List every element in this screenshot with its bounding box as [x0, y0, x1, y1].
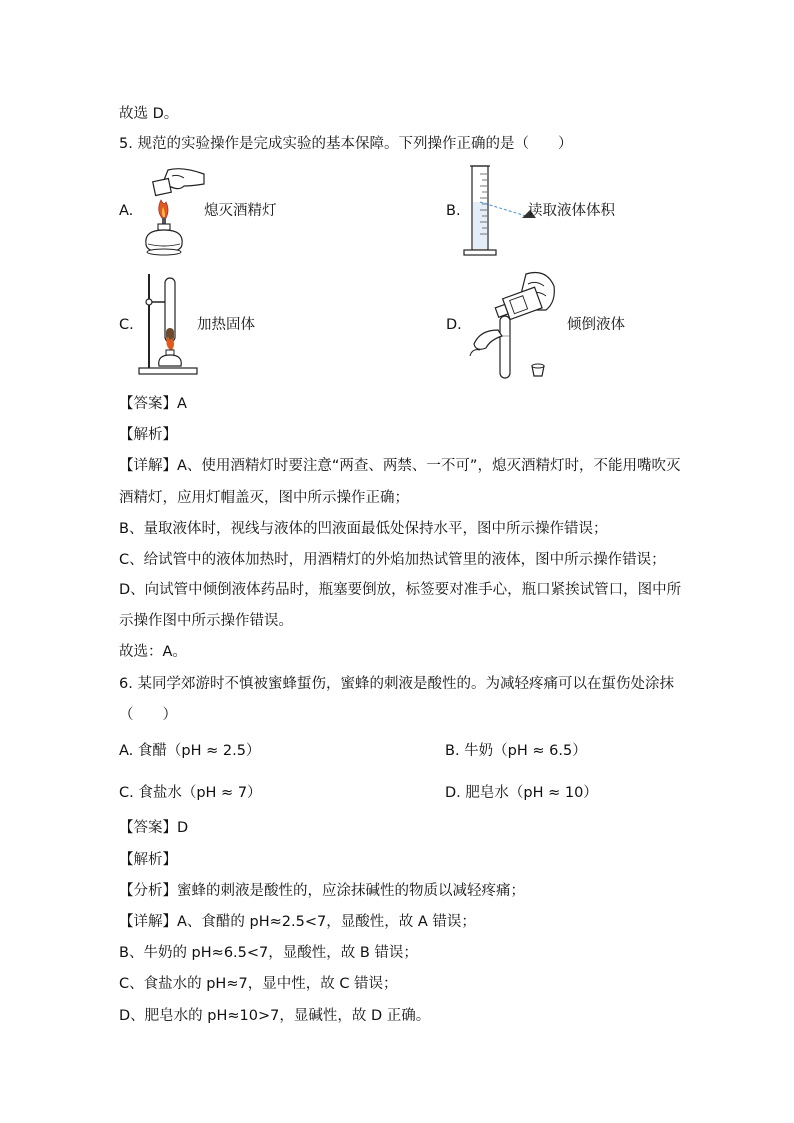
q6-answer: 【答案】D: [119, 820, 189, 836]
q6-option-a: A. 食醋（pH ≈ 2.5）: [119, 743, 261, 759]
q5-detail-line-2: 酒精灯，应用灯帽盖灭，图中所示操作正确；: [119, 490, 409, 506]
q6-detail-line-2: B、牛奶的 pH≈6.5<7，显酸性，故 B 错误；: [119, 945, 418, 961]
q5-option-d-caption: 倾倒液体: [567, 317, 625, 333]
q6-analysis-note: 【分析】蜜蜂的刺液是酸性的，应涂抹碱性的物质以减轻疼痛；: [119, 883, 525, 899]
q5-stem: 5. 规范的实验操作是完成实验的基本保障。下列操作正确的是（ ）: [119, 136, 573, 152]
q5-answer: 【答案】A: [119, 396, 187, 412]
q6-stem-line-2: （ ）: [119, 707, 177, 723]
q5-figure-c-heating-setup: [137, 272, 201, 378]
q5-detail-line-5: D、向试管中倾倒液体药品时，瓶塞要倒放，标签要对准手心，瓶口紧挨试管口，图中所: [119, 582, 682, 598]
previous-answer: 故选 D。: [119, 106, 179, 122]
q6-stem-line-1: 6. 某同学郊游时不慎被蜜蜂蜇伤，蜜蜂的刺液是酸性的。为减轻疼痛可以在蜇伤处涂抹: [119, 676, 674, 692]
q6-detail-line-3: C、食盐水的 pH≈7，显中性，故 C 错误；: [119, 976, 398, 992]
q5-option-c-letter: C.: [119, 317, 134, 333]
q5-option-a-caption: 熄灭酒精灯: [204, 203, 277, 219]
q5-detail-line-3: B、量取液体时，视线与液体的凹液面最低处保持水平，图中所示操作错误；: [119, 521, 608, 537]
q5-detail-line-1: 【详解】A、使用酒精灯时要注意“两查、两禁、一不可”，熄灭酒精灯时，不能用嘴吹灭: [119, 458, 681, 474]
q5-analysis-title: 【解析】: [119, 427, 177, 443]
q6-option-c: C. 食盐水（pH ≈ 7）: [119, 785, 262, 801]
q5-detail-line-6: 示操作图中所示操作错误。: [119, 613, 293, 629]
q6-analysis-title: 【解析】: [119, 852, 177, 868]
q5-option-b-letter: B.: [446, 203, 461, 219]
q5-figure-d-pouring: [466, 266, 562, 386]
q5-option-c-caption: 加热固体: [197, 317, 255, 333]
q6-option-b: B. 牛奶（pH ≈ 6.5）: [445, 743, 587, 759]
q5-conclusion: 故选：A。: [119, 644, 187, 660]
q6-detail-line-4: D、肥皂水的 pH≈10>7，显碱性，故 D 正确。: [119, 1008, 431, 1024]
q5-detail-line-4: C、给试管中的液体加热时，用酒精灯的外焰加热试管里的液体，图中所示操作错误；: [119, 552, 666, 568]
q5-option-d-letter: D.: [446, 317, 462, 333]
q6-option-d: D. 肥皂水（pH ≈ 10）: [445, 785, 598, 801]
q6-detail-line-1: 【详解】A、食醋的 pH≈2.5<7，显酸性，故 A 错误；: [119, 914, 476, 930]
q5-figure-a-alcohol-lamp: [136, 164, 208, 262]
q5-option-a-letter: A.: [119, 203, 134, 219]
q5-option-b-caption: 读取液体体积: [528, 203, 615, 219]
